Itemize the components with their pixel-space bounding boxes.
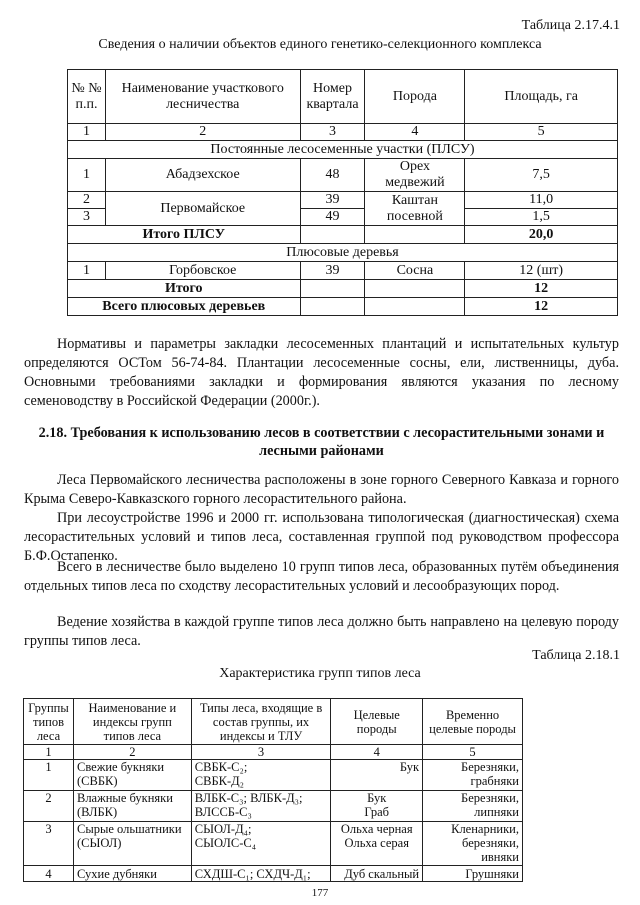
temp-breeds <box>423 822 523 866</box>
target-breed: Бук <box>367 791 387 805</box>
area: 12 (шт) <box>465 262 618 280</box>
temp-breed: липняки <box>474 805 519 819</box>
empty-cell <box>300 226 365 244</box>
target-breeds <box>331 760 423 791</box>
total-label: Итого <box>68 280 301 298</box>
total-value: 20,0 <box>465 226 618 244</box>
temp-breed: березняки, <box>462 836 519 850</box>
row-number: 3 <box>68 209 106 226</box>
row-number: 1 <box>24 760 74 791</box>
header-cell: Типы леса, входящие в состав группы, их индексы и ТЛУ <box>191 699 331 745</box>
table1-label: Таблица 2.17.4.1 <box>521 18 620 33</box>
target-breeds <box>331 866 423 882</box>
header-cell: Номер квартала <box>300 70 365 124</box>
breed: Каштан посевной <box>365 192 465 226</box>
column-number: 2 <box>105 124 300 141</box>
table1-title: Сведения о наличии объектов единого генетико-селекционного комплекса <box>98 37 542 52</box>
target-breeds <box>331 791 423 822</box>
target-breed: Ольха серая <box>344 836 409 850</box>
temp-breeds <box>423 760 523 791</box>
section-row <box>68 244 618 262</box>
column-number: 3 <box>300 124 365 141</box>
table-header-row <box>24 699 523 745</box>
group-name-line: Сырые ольшатники <box>76 822 182 836</box>
quarter-number: 39 <box>300 262 365 280</box>
header-cell: Площадь, га <box>465 70 618 124</box>
forest-types-line: СХДШ-С₁; СХДЧ-Д₁; <box>194 866 311 881</box>
table-row <box>68 262 618 280</box>
forest-types-line: СВБК-С₂; <box>194 760 248 774</box>
header-cell: Целевые породы <box>331 699 423 745</box>
temp-breed: Березняки, <box>461 791 519 805</box>
table2-label: Таблица 2.18.1 <box>532 648 620 663</box>
temp-breeds <box>423 791 523 822</box>
column-number: 5 <box>423 745 523 760</box>
header-cell: № № п.п. <box>68 70 106 124</box>
forest-types <box>191 791 331 822</box>
column-number: 4 <box>331 745 423 760</box>
target-breed: Граб <box>364 805 390 819</box>
target-breeds <box>331 822 423 866</box>
column-number: 1 <box>24 745 74 760</box>
table-row <box>68 192 618 209</box>
forestry-name: Абадзехское <box>105 159 300 192</box>
empty-cell <box>300 298 365 316</box>
total-row <box>68 280 618 298</box>
paragraph: Леса Первомайского лесничества расположены в зоне горного Северного Кавказа и горного Крыма Северо-Кавказского горного лесорастительного района. <box>24 472 619 507</box>
group-name <box>73 760 191 791</box>
table-forest-type-groups <box>23 698 523 882</box>
column-number: 4 <box>365 124 465 141</box>
temp-breed: грабняки <box>470 774 519 788</box>
table2-title: Характеристика групп типов леса <box>219 666 421 681</box>
header-cell: Временно целевые породы <box>423 699 523 745</box>
total-value: 12 <box>465 280 618 298</box>
group-name-line: Влажные букняки <box>76 791 173 805</box>
temp-breeds <box>423 866 523 882</box>
forest-types-line: СЫОЛС-С₄ <box>194 836 257 850</box>
forest-types-line: СЫОЛ-Д₄; <box>194 822 252 836</box>
column-number: 3 <box>191 745 331 760</box>
quarter-number: 48 <box>300 159 365 192</box>
temp-breed: Березняки, <box>461 760 519 774</box>
column-number: 2 <box>73 745 191 760</box>
paragraph: Ведение хозяйства в каждой группе типов леса должно быть направлено на целевую породу группы типов леса. <box>24 614 619 649</box>
table-row <box>24 791 523 822</box>
row-number: 2 <box>24 791 74 822</box>
forest-types <box>191 822 331 866</box>
total-row <box>68 226 618 244</box>
row-number: 3 <box>24 822 74 866</box>
temp-breed: ивняки <box>481 850 519 864</box>
page-number: 177 <box>311 887 329 899</box>
section-row <box>68 141 618 159</box>
column-number: 1 <box>68 124 106 141</box>
target-breed: Бук <box>399 760 420 774</box>
table-row <box>24 760 523 791</box>
row-number: 1 <box>68 262 106 280</box>
area: 11,0 <box>465 192 618 209</box>
header-numbers-row <box>68 124 618 141</box>
quarter-number: 39 <box>300 192 365 209</box>
temp-breed: Грушняки <box>465 866 519 881</box>
forest-types-line: ВЛБК-С₃; ВЛБК-Д₃; <box>194 791 303 805</box>
group-name <box>73 791 191 822</box>
empty-cell <box>365 298 465 316</box>
paragraph-norms: Нормативы и параметры закладки лесосеменных плантаций и испытательных культур определяются ОСТом 56-74-84. Плантации лесосеменные сосны, ели, лиственницы, дуба. Основными требованиями закладки и формирования являются указания по лесному семеноводству в Российской Федерации (2000г.). <box>24 336 619 409</box>
breed: Сосна <box>365 262 465 280</box>
total-row <box>68 298 618 316</box>
table-header-row <box>68 70 618 124</box>
group-index: (ВЛБК) <box>76 805 118 819</box>
row-number: 2 <box>68 192 106 209</box>
forestry-name: Первомайское <box>105 192 300 226</box>
empty-cell <box>365 280 465 298</box>
row-number: 1 <box>68 159 106 192</box>
forest-types-line: СВБК-Д₂ <box>194 774 245 788</box>
group-index: (СВБК) <box>76 774 118 788</box>
table-row <box>68 159 618 192</box>
total-value: 12 <box>465 298 618 316</box>
table-row <box>24 822 523 866</box>
table-genetic-selection-complex <box>67 69 618 316</box>
group-name-line: Свежие букняки <box>76 760 165 774</box>
header-cell: Наименование участкового лесничества <box>105 70 300 124</box>
target-breed: Ольха черная <box>340 822 413 836</box>
empty-cell <box>300 280 365 298</box>
group-name <box>73 866 191 882</box>
header-cell: Порода <box>365 70 465 124</box>
forest-types <box>191 760 331 791</box>
area: 7,5 <box>465 159 618 192</box>
paragraph: При лесоустройстве 1996 и 2000 гг. использована типологическая (диагностическая) схема лесорастительных условий и типов леса, составленная группой под руководством профессора Б.Ф.Остапенко. <box>24 510 619 564</box>
section-title: Постоянные лесосеменные участки (ПЛСУ) <box>68 141 618 159</box>
empty-cell <box>365 226 465 244</box>
total-label: Всего плюсовых деревьев <box>68 298 301 316</box>
forestry-name: Горбовское <box>105 262 300 280</box>
quarter-number: 49 <box>300 209 365 226</box>
breed: Орех медвежий <box>365 159 465 192</box>
area: 1,5 <box>465 209 618 226</box>
forest-types-line: ВЛССБ-С₃ <box>194 805 252 819</box>
group-name <box>73 822 191 866</box>
column-number: 5 <box>465 124 618 141</box>
total-label: Итого ПЛСУ <box>68 226 301 244</box>
forest-types <box>191 866 331 882</box>
row-number: 4 <box>24 866 74 882</box>
table-row <box>24 866 523 882</box>
group-index: (СЫОЛ) <box>76 836 122 850</box>
group-name-line: Сухие дубняки <box>76 866 157 881</box>
section-title: Плюсовые деревья <box>68 244 618 262</box>
header-cell: Группы типов леса <box>24 699 74 745</box>
paragraph: Всего в лесничестве было выделено 10 групп типов леса, образованных путём объединения отдельных типов леса по сходству лесорастительных условий и лесообразующих пород. <box>24 559 619 594</box>
header-numbers-row <box>24 745 523 760</box>
section-heading: 2.18. Требования к использованию лесов в соответствии с лесорастительными зонами и лесными районами <box>38 425 605 459</box>
temp-breed: Кленарники, <box>451 822 519 836</box>
target-breed: Дуб скальный <box>344 866 420 881</box>
header-cell: Наименование и индексы групп типов леса <box>73 699 191 745</box>
